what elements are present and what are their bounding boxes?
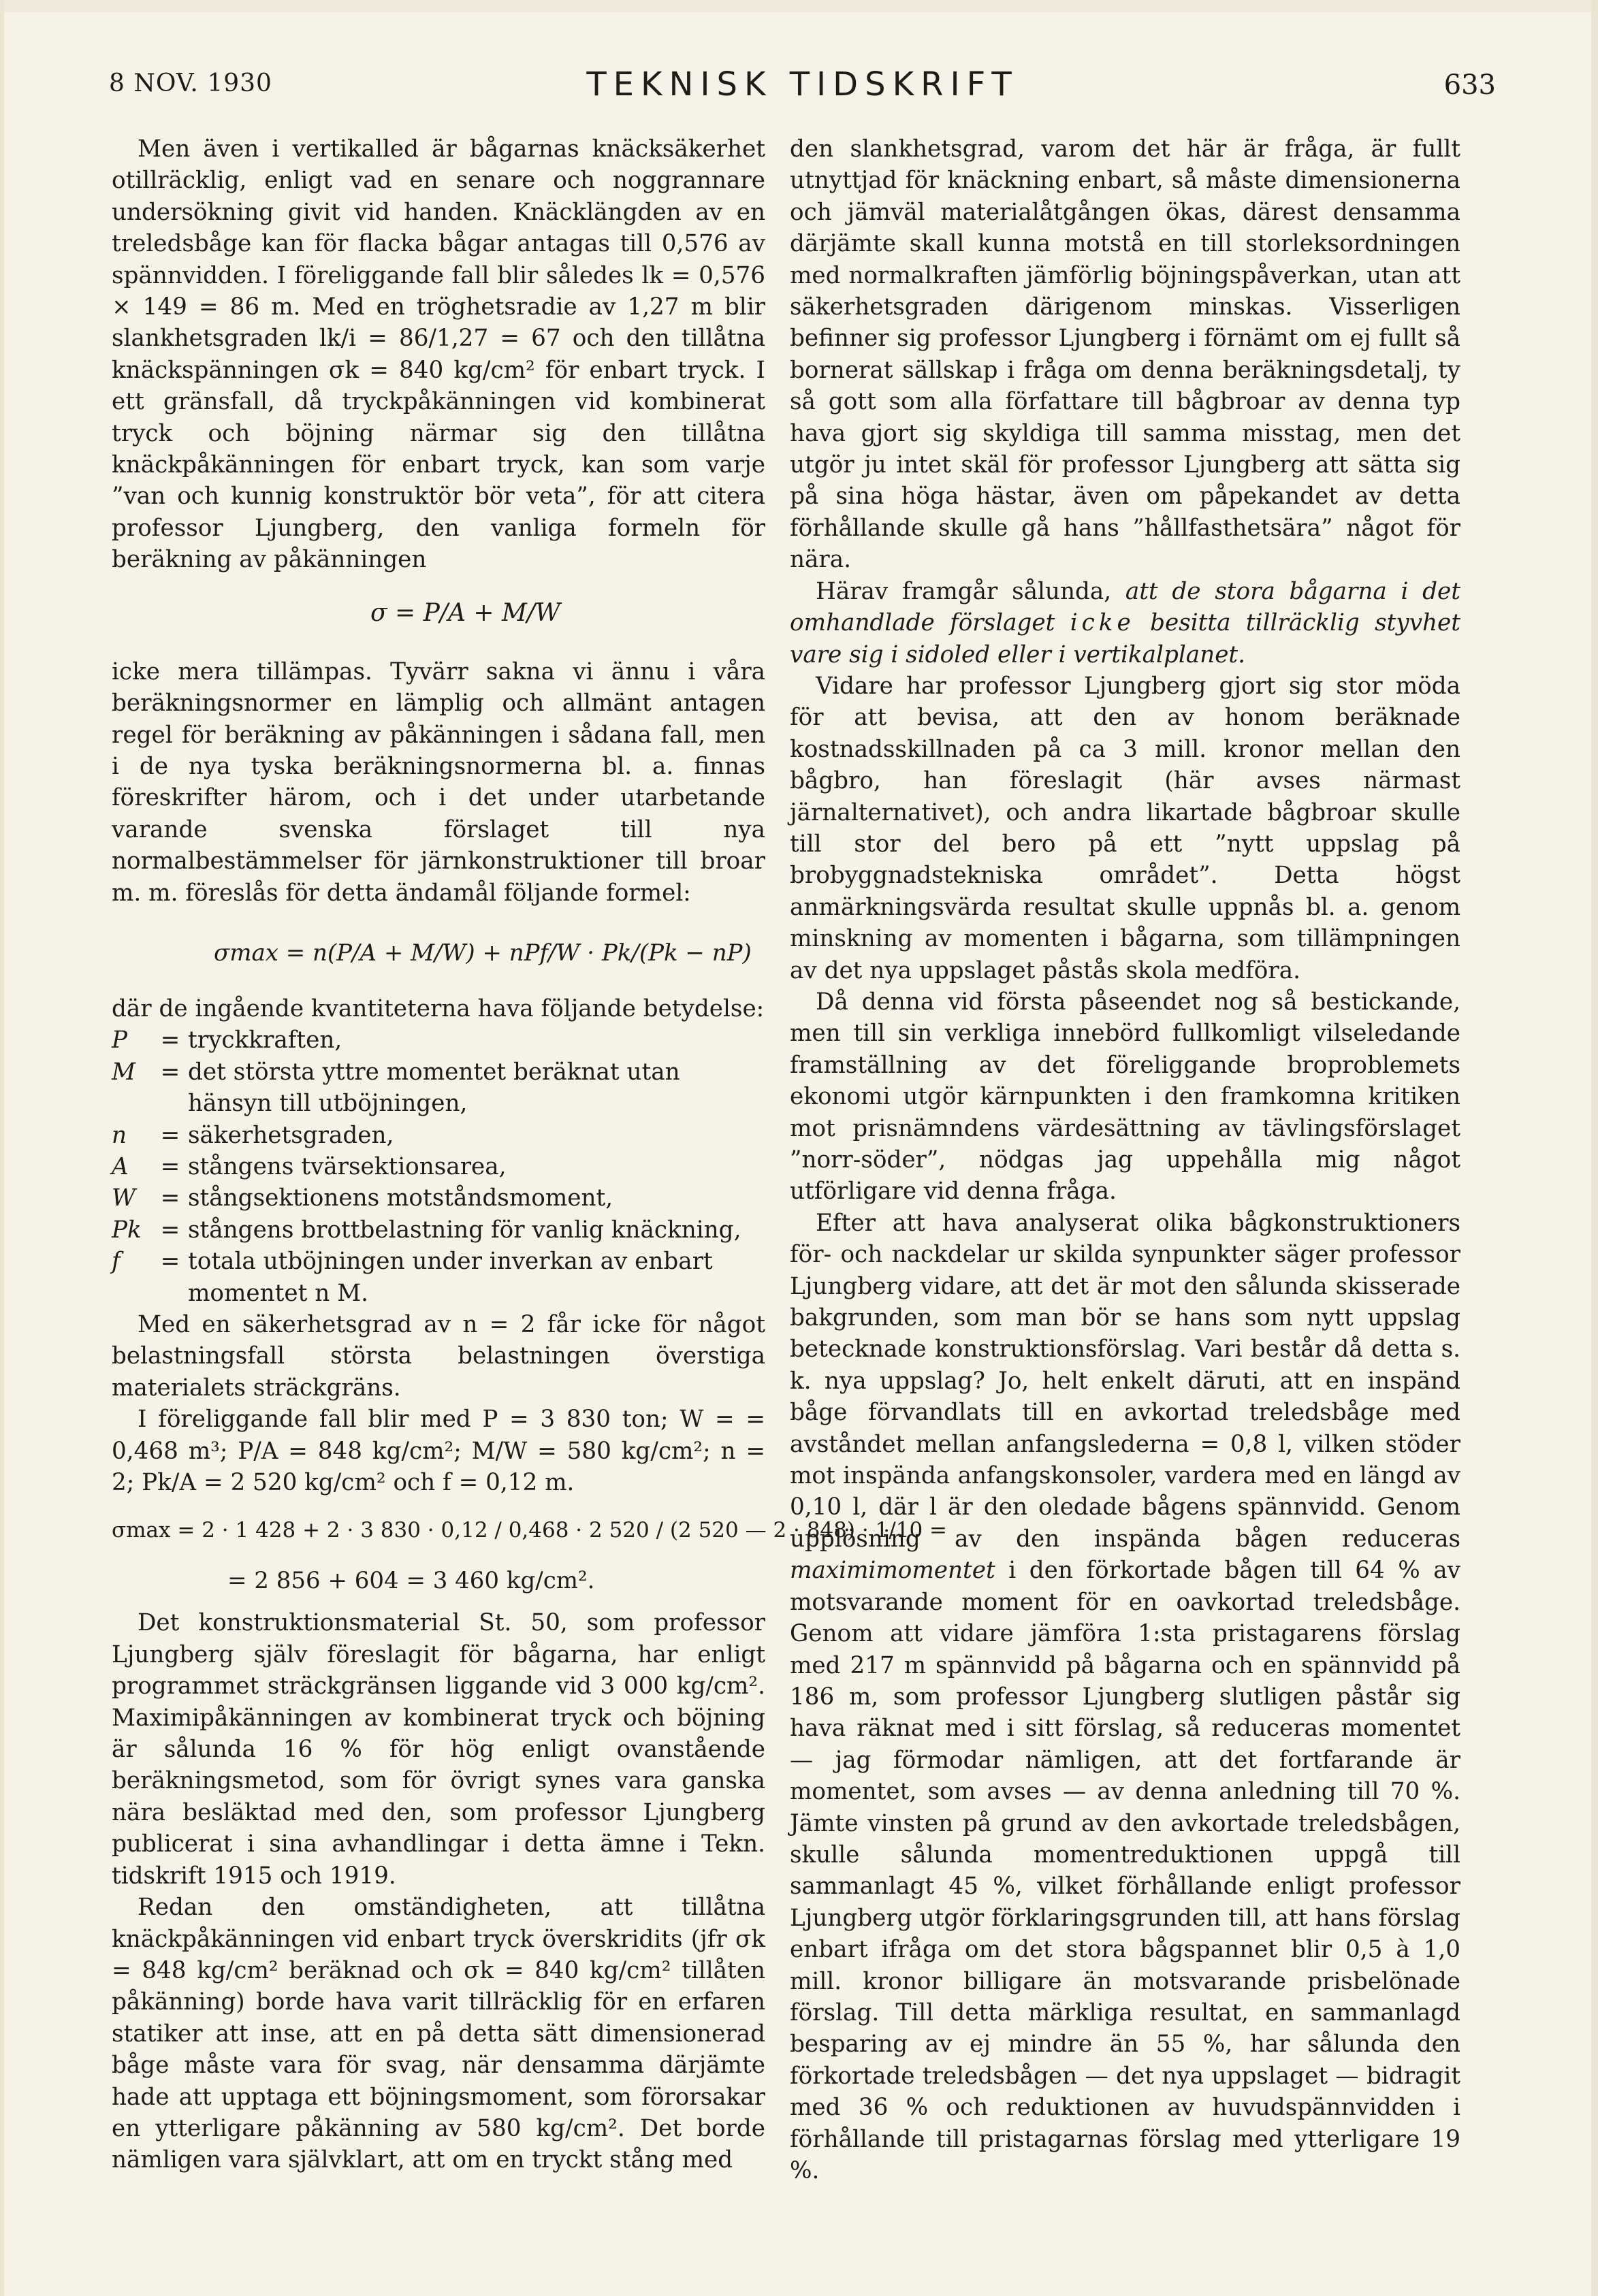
def-equals: = (160, 1152, 180, 1180)
def-equals: = (160, 1216, 180, 1244)
def-text: stångens brottbelastning för vanlig knäckning, (188, 1216, 741, 1244)
definition-row (112, 1182, 765, 1214)
definition-row (112, 1120, 765, 1151)
def-symbol: W (112, 1184, 136, 1212)
paragraph: den slankhetsgrad, varom det här är fråga, är fullt utnyttjad för knäckning enbart, så måste dimensionerna och jämväl materialåtgången ökas, därest densamma därjämte skall kunna motstå en till storleksordningen med normalkraften jämförlig böjningspåverkan, utan att säkerhetsgraden därigenom minskas. Visserligen befinner sig professor Ljungberg i förnämt om ej fullt så bornerat sällskap i fråga om denna beräkningsdetalj, ty så gott som alla författare till bågbroar av denna typ hava gjort sig skyldiga till samma misstag, men det utgör ju intet skäl för professor Ljungberg att sätta sig på sina höga hästar, även om påpekandet av detta förhållande skulle gå hans ”hållfasthetsära” något för nära. (790, 135, 1460, 574)
paragraph (790, 1208, 1460, 2187)
text-run: Härav framgår sålunda, (816, 577, 1125, 605)
italic-run: maximimomentet (790, 1557, 995, 1585)
def-symbol: P (112, 1026, 128, 1054)
formula-result: = 2 856 + 604 = 3 460 kg/cm². (227, 1567, 595, 1595)
def-equals: = (160, 1248, 180, 1276)
paragraph: I föreliggande fall blir med P = 3 830 ton; W = = 0,468 m³; P/A = 848 kg/cm²; M/W = 580 kg/cm²; n = 2; Pk/A = 2 520 kg/cm² och f = 0,12 m. (112, 1406, 765, 1497)
def-text: stångsektionens motståndsmoment, (188, 1184, 613, 1212)
issue-date: 8 NOV. 1930 (109, 69, 272, 97)
paragraph-emphasis (790, 576, 1460, 670)
def-text: tryckkraften, (188, 1026, 342, 1054)
running-header (109, 65, 1496, 120)
def-symbol: Pk (112, 1216, 142, 1244)
def-symbol: f (112, 1248, 121, 1276)
right-column (790, 133, 1460, 2186)
paragraph: Med en säkerhetsgrad av n = 2 får icke för något belastningsfall största belastningen överstiga materialets sträckgräns. (112, 1311, 765, 1402)
definition-list (112, 1024, 765, 1309)
paragraph: Då denna vid första påseendet nog så bestickande, men till sin verkliga innebörd fullkomligt vilseledande framställning av det föreliggande broproblemets ekonomi utgör kärnpunkten i den framkomna kritiken mot prisnämndens värdesättning av tävlingsförslaget ”norr-söder”, nödgas jag uppehålla mig något utförligare vid denna fråga. (790, 988, 1460, 1206)
paragraph: Det konstruktionsmaterial St. 50, som professor Ljungberg själv föreslagit för bågarna, har enligt programmet sträckgränsen liggande vid 3 000 kg/cm². Maximipåkänningen av kombinerat tryck och böjning är sålunda 16 % för hög enligt ovanstående beräkningsmetod, som för övrigt synes vara ganska nära besläktad med den, som professor Ljungberg publicerat i sina avhandlingar i detta ämne i Tekn. tidskrift 1915 och 1919. (112, 1609, 765, 1890)
italic-run: besitta tillräcklig styvhet vare sig i sidoled eller i vertikalplanet. (790, 609, 1460, 668)
def-text: säkerhetsgraden, (188, 1121, 394, 1149)
formula-text: σmax = n(P/A + M/W) + nPf/W · Pk/(Pk − nP) (214, 939, 752, 967)
page-top-edge (0, 0, 1598, 12)
page-number: 633 (1443, 69, 1496, 101)
def-equals: = (160, 1058, 180, 1086)
definition-row (112, 1024, 765, 1056)
italic-run: att de stora bågarna i det omhandlade förslaget (790, 577, 1460, 637)
def-symbol: n (112, 1121, 127, 1149)
def-text: totala utböjningen under inverkan av enbart momentet n M. (188, 1248, 713, 1307)
def-equals: = (160, 1184, 180, 1212)
journal-title: TEKNISK TIDSKRIFT (586, 65, 1019, 103)
paragraph: Redan den omständigheten, att tillåtna knäckpåkänningen vid enbart tryck överskridits (jfr σk = 848 kg/cm² beräknad och σk = 840 kg/cm² tillåten påkänning) borde hava varit tillräcklig för en erfaren statiker att inse, att en på detta sätt dimensionerad båge måste vara för svag, när densamma därjämte hade att upptaga ett böjningsmoment, som förorsakar en ytterligare påkänning av 580 kg/cm². Det borde nämligen vara självklart, att om en tryckt stång med (112, 1894, 765, 2174)
def-equals: = (160, 1026, 180, 1054)
spaced-italic-run: icke (1070, 609, 1135, 637)
paragraph: där de ingående kvantiteterna hava följande betydelse: (112, 995, 765, 1022)
paragraph: Vidare har professor Ljungberg gjort sig stor möda för att bevisa, att den av honom beräknade kostnadsskillnaden på ca 3 mill. kronor mellan den bågbro, han föreslagit (här avses närmast järnalternativet), och andra likartade bågbroar skulle till stor del bero på ett ”nytt uppslag på brobyggnadstekniska området”. Detta högst anmärkningsvärda resultat skulle uppnås bl. a. genom minskning av momenten i bågarna, som tillämpningen av det nya uppslaget påstås skola medföra. (790, 672, 1460, 984)
definition-row (112, 1151, 765, 1182)
formula-sigma (112, 585, 765, 648)
formula-sigma-max (112, 921, 765, 986)
text-run: Efter att hava analyserat olika bågkonstruktioners för- och nackdelar ur skilda synpunkter säger professor Ljungberg vidare, att det är mot den sålunda skisserade bakgrunden, som man bör se hans som nytt uppslag betecknade konstruktionsförslag. Vari består då detta s. k. nya uppslag? Jo, helt enkelt däruti, att en inspänd båge förvandlats till en avkortad treledsbåge med avståndet mellan anfangslederna = 0,8 l, vilken stöder mot inspända anfangskonsoler, vardera med en längd av 0,10 l, där l är den oledade bågens spännvidd. Genom upplösning av den inspända bågen reduceras (790, 1209, 1460, 1553)
formula-text: σmax = 2 · 1 428 + 2 · 3 830 · 0,12 / 0,468 · 2 520 / (2 520 — 2 · 848) · 1/10 = (112, 1518, 947, 1543)
definition-row (112, 1214, 765, 1246)
def-symbol: M (112, 1058, 136, 1086)
paragraph: Men även i vertikalled är bågarnas knäcksäkerhet otillräcklig, enligt vad en senare och noggrannare undersökning givit vid handen. Knäcklängden av en treledsbåge kan för flacka bågar antagas till 0,576 av spännvidden. I föreliggande fall blir således lk = 0,576 × 149 = 86 m. Med en tröghetsradie av 1,27 m blir slankhetsgraden lk/i = 86/1,27 = 67 och den tillåtna knäckspänningen σk = 840 kg/cm² för enbart tryck. I ett gränsfall, då tryckpåkänningen vid kombinerat tryck och böjning närmar sig den tillåtna knäckpåkänningen för enbart tryck, kan som varje ”van och kunnig konstruktör bör veta”, för att citera professor Ljungberg, den vanliga formeln för beräkning av påkänningen (112, 135, 765, 574)
formula-text: σ = P/A + M/W (370, 598, 561, 627)
def-equals: = (160, 1121, 180, 1149)
definition-row (112, 1056, 765, 1120)
def-text: stångens tvärsektionsarea, (188, 1152, 507, 1180)
paragraph: icke mera tillämpas. Tyvärr sakna vi ännu i våra beräkningsnormer en lämplig och allmänt antagen regel för beräkning av påkänningen i sådana fall, men i de nya tyska beräkningsnormerna bl. a. finnas föreskrifter härom, och i det under utarbetande varande svenska förslaget till nya normalbestämmelser för järnkonstruktioner till broar m. m. föreslås för detta ändamål följande formel: (112, 658, 765, 907)
definition-row (112, 1246, 765, 1309)
def-text: det största yttre momentet beräknat utan hänsyn till utböjningen, (188, 1058, 680, 1118)
text-run: i den förkortade bågen till 64 % av motsvarande moment för en oavkortad treledsbåge. Genom att vidare jämföra 1:sta pristagarens förslag med 217 m spännvidd på bågarna och en spännvidd på 186 m, som professor Ljungberg slutligen påstår sig hava räknat med i sitt förslag, så reduceras momentet — jag förmodar nämligen, att det fortfarande är momentet, som avses — av denna anledning till 70 %. Jämte vinsten på grund av den avkortade treledsbågen, skulle sålunda momentreduktionen uppgå till sammanlagt 45 %, vilket förhållande enligt professor Ljungberg utgör förklaringsgrunden till, att hans förslag enbart ifråga om det stora bågspannet blir 0,5 à 1,0 mill. kronor billigare än motsvarande prisbelönade förslag. Till detta märkliga resultat, en sammanlagd besparing av ej mindre än 55 %, har sålunda den förkortade treledsbågen — det nya uppslaget — bidragit med 36 % och reduktionen av huvudspännvidden i förhållande till pristagarnas förslag med ytterligare 19 %. (790, 1557, 1460, 2184)
def-symbol: A (112, 1152, 129, 1180)
